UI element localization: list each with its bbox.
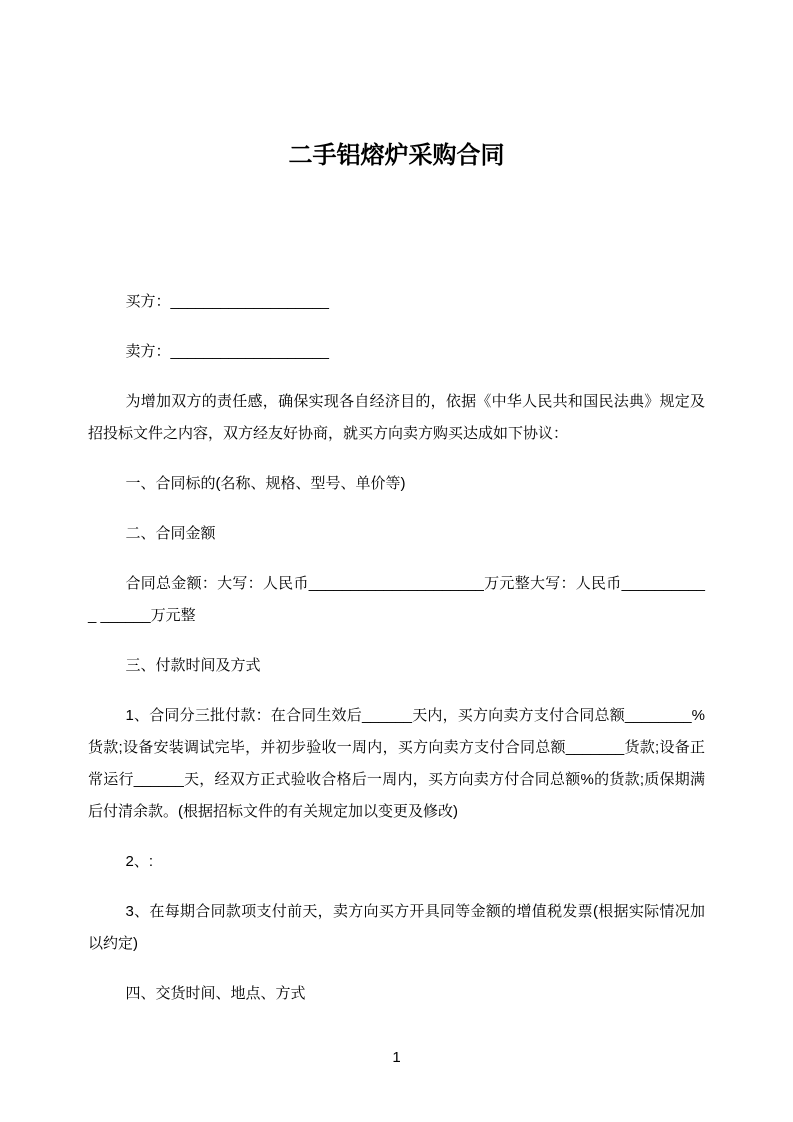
paragraph-body: 3、在每期合同款项支付前天，卖方向买方开具同等金额的增值税发票(根据实际情况加以约定) bbox=[88, 903, 705, 952]
paragraph-heading: 二、合同金额 bbox=[125, 525, 216, 542]
page-title: 二手铝熔炉采购合同 bbox=[288, 142, 505, 169]
page-number: 1 bbox=[392, 1049, 401, 1066]
paragraph-heading: 三、付款时间及方式 bbox=[125, 657, 261, 674]
paragraph-body: 合同总金额：大写：人民币_____________________万元整大写：人民币___________ ______万元整 bbox=[88, 575, 705, 624]
paragraph-party: 买方：___________________ bbox=[125, 293, 330, 310]
paragraph-body: 1、合同分三批付款：在合同生效后______天内，买方向卖方支付合同总额________%货款;设备安装调试完毕，并初步验收一周内，买方向卖方支付合同总额_______货款;设备正常运行______天，经双方正式验收合格后一周内，买方向卖方付合同总额%的货款;质保期满后付清余款。(根据招标文件的有关规定加以变更及修改) bbox=[88, 707, 705, 820]
paragraph-heading: 四、交货时间、地点、方式 bbox=[125, 985, 306, 1002]
paragraphs bbox=[0, 286, 793, 1010]
paragraph-body: 为增加双方的责任感，确保实现各自经济目的，依据《中华人民共和国民法典》规定及招投标文件之内容，双方经友好协商，就买方向卖方购买达成如下协议： bbox=[88, 393, 705, 442]
paragraph-body: 2、: bbox=[125, 853, 154, 870]
paragraph-party: 卖方：___________________ bbox=[125, 343, 330, 360]
paragraph-heading: 一、合同标的(名称、规格、型号、单价等) bbox=[125, 475, 406, 492]
